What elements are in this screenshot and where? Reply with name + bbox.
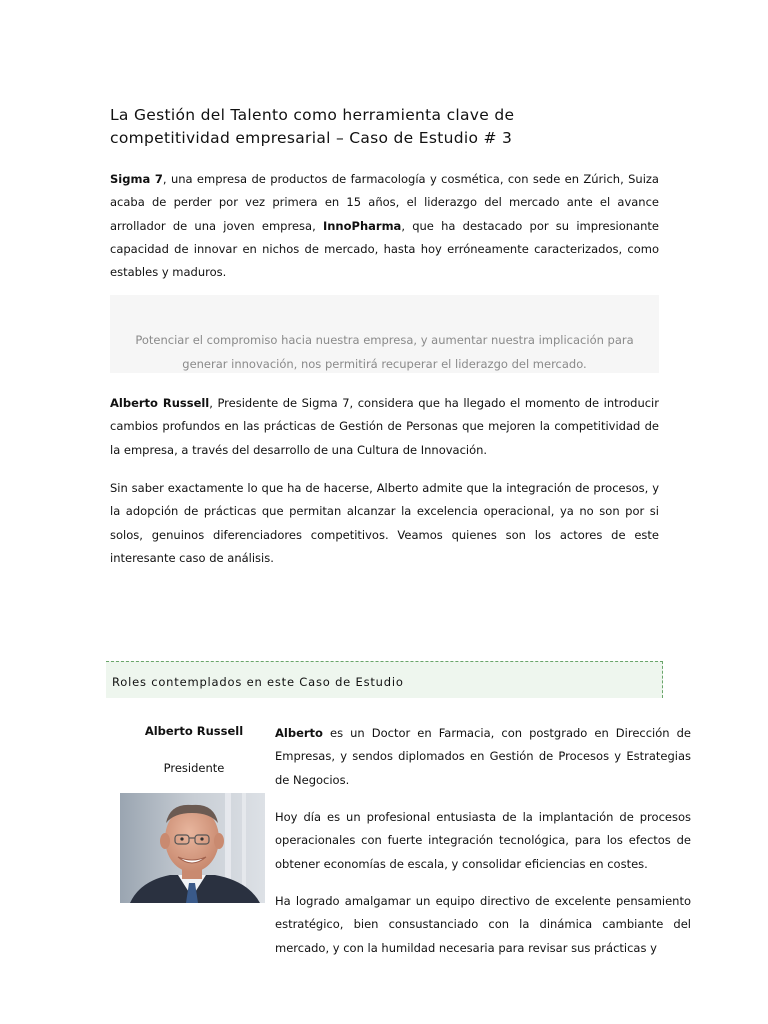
bio-paragraph-3: Ha logrado amalgamar un equipo directivo de excelente pensamiento estratégico, bien consustanciado con la dinámica cambiante del mercado, y con la humildad necesaria para revisar sus prácticas y (275, 894, 691, 955)
bio-text-1: es un Doctor en Farmacia, con postgrado en Dirección de Empresas, y sendos diplomados en Gestión de Procesos y Estrategias de Negocios. (275, 726, 691, 787)
context-paragraph: Sin saber exactamente lo que ha de hacerse, Alberto admite que la integración de procesos, y la adopción de prácticas que permitan alcanzar la excelencia operacional, ya no son por si solos, genuinos diferenciadores competitivos. Veamos quienes son los actores de este interesante caso de análisis. (110, 481, 659, 565)
competitor-name: InnoPharma (322, 218, 402, 233)
title-line-1: La Gestión del Talento como herramienta clave de (110, 106, 515, 124)
quote-text (110, 329, 659, 376)
quote-box (110, 295, 659, 373)
intro-text-2: , que ha destacado por su impresionante capacidad de innovar en nichos de mercado, hasta hoy erróneamente caracterizados, como estables y maduros. (110, 218, 659, 280)
roles-title: Roles contemplados en este Caso de Estudio (112, 675, 404, 689)
document-title (110, 104, 630, 150)
portrait-photo-icon (120, 793, 265, 903)
intro-paragraph (110, 168, 659, 284)
quote-line-1: Potenciar el compromiso hacia nuestra empresa, y aumentar nuestra implicación para (135, 333, 634, 347)
bio-paragraph-2: Hoy día es un profesional entusiasta de la implantación de procesos operacionales con fuerte integración tecnológica, para los efectos de obtener economías de escala, y consolidar eficiencias en costes. (275, 810, 691, 871)
president-paragraph (110, 392, 659, 462)
president-name: Alberto Russell (110, 396, 210, 410)
person-role: Presidente (163, 761, 225, 775)
roles-header-box (106, 661, 663, 698)
company-name: Sigma 7 (110, 172, 163, 186)
bio-name: Alberto (275, 726, 323, 740)
bio-paragraph-1 (275, 722, 691, 792)
person-name: Alberto Russell (144, 724, 244, 738)
quote-line-2: generar innovación, nos permitirá recuperar el liderazgo del mercado. (182, 356, 587, 371)
intro-text-1: , una empresa de productos de farmacología y cosmética, con sede en Zúrich, Suiza acaba de perder por vez primera en 15 años, el liderazgo del mercado ante el avance arrollador de una joven empresa, (110, 172, 659, 233)
portrait-photo (120, 793, 265, 903)
president-text: , Presidente de Sigma 7, considera que ha llegado el momento de introducir cambios profundos en las prácticas de Gestión de Personas que mejoren la competitividad de la empresa, a través del desarrollo de una Cultura de Innovación. (110, 396, 659, 457)
title-line-2: competitividad empresarial – Caso de Estudio # 3 (110, 129, 513, 147)
